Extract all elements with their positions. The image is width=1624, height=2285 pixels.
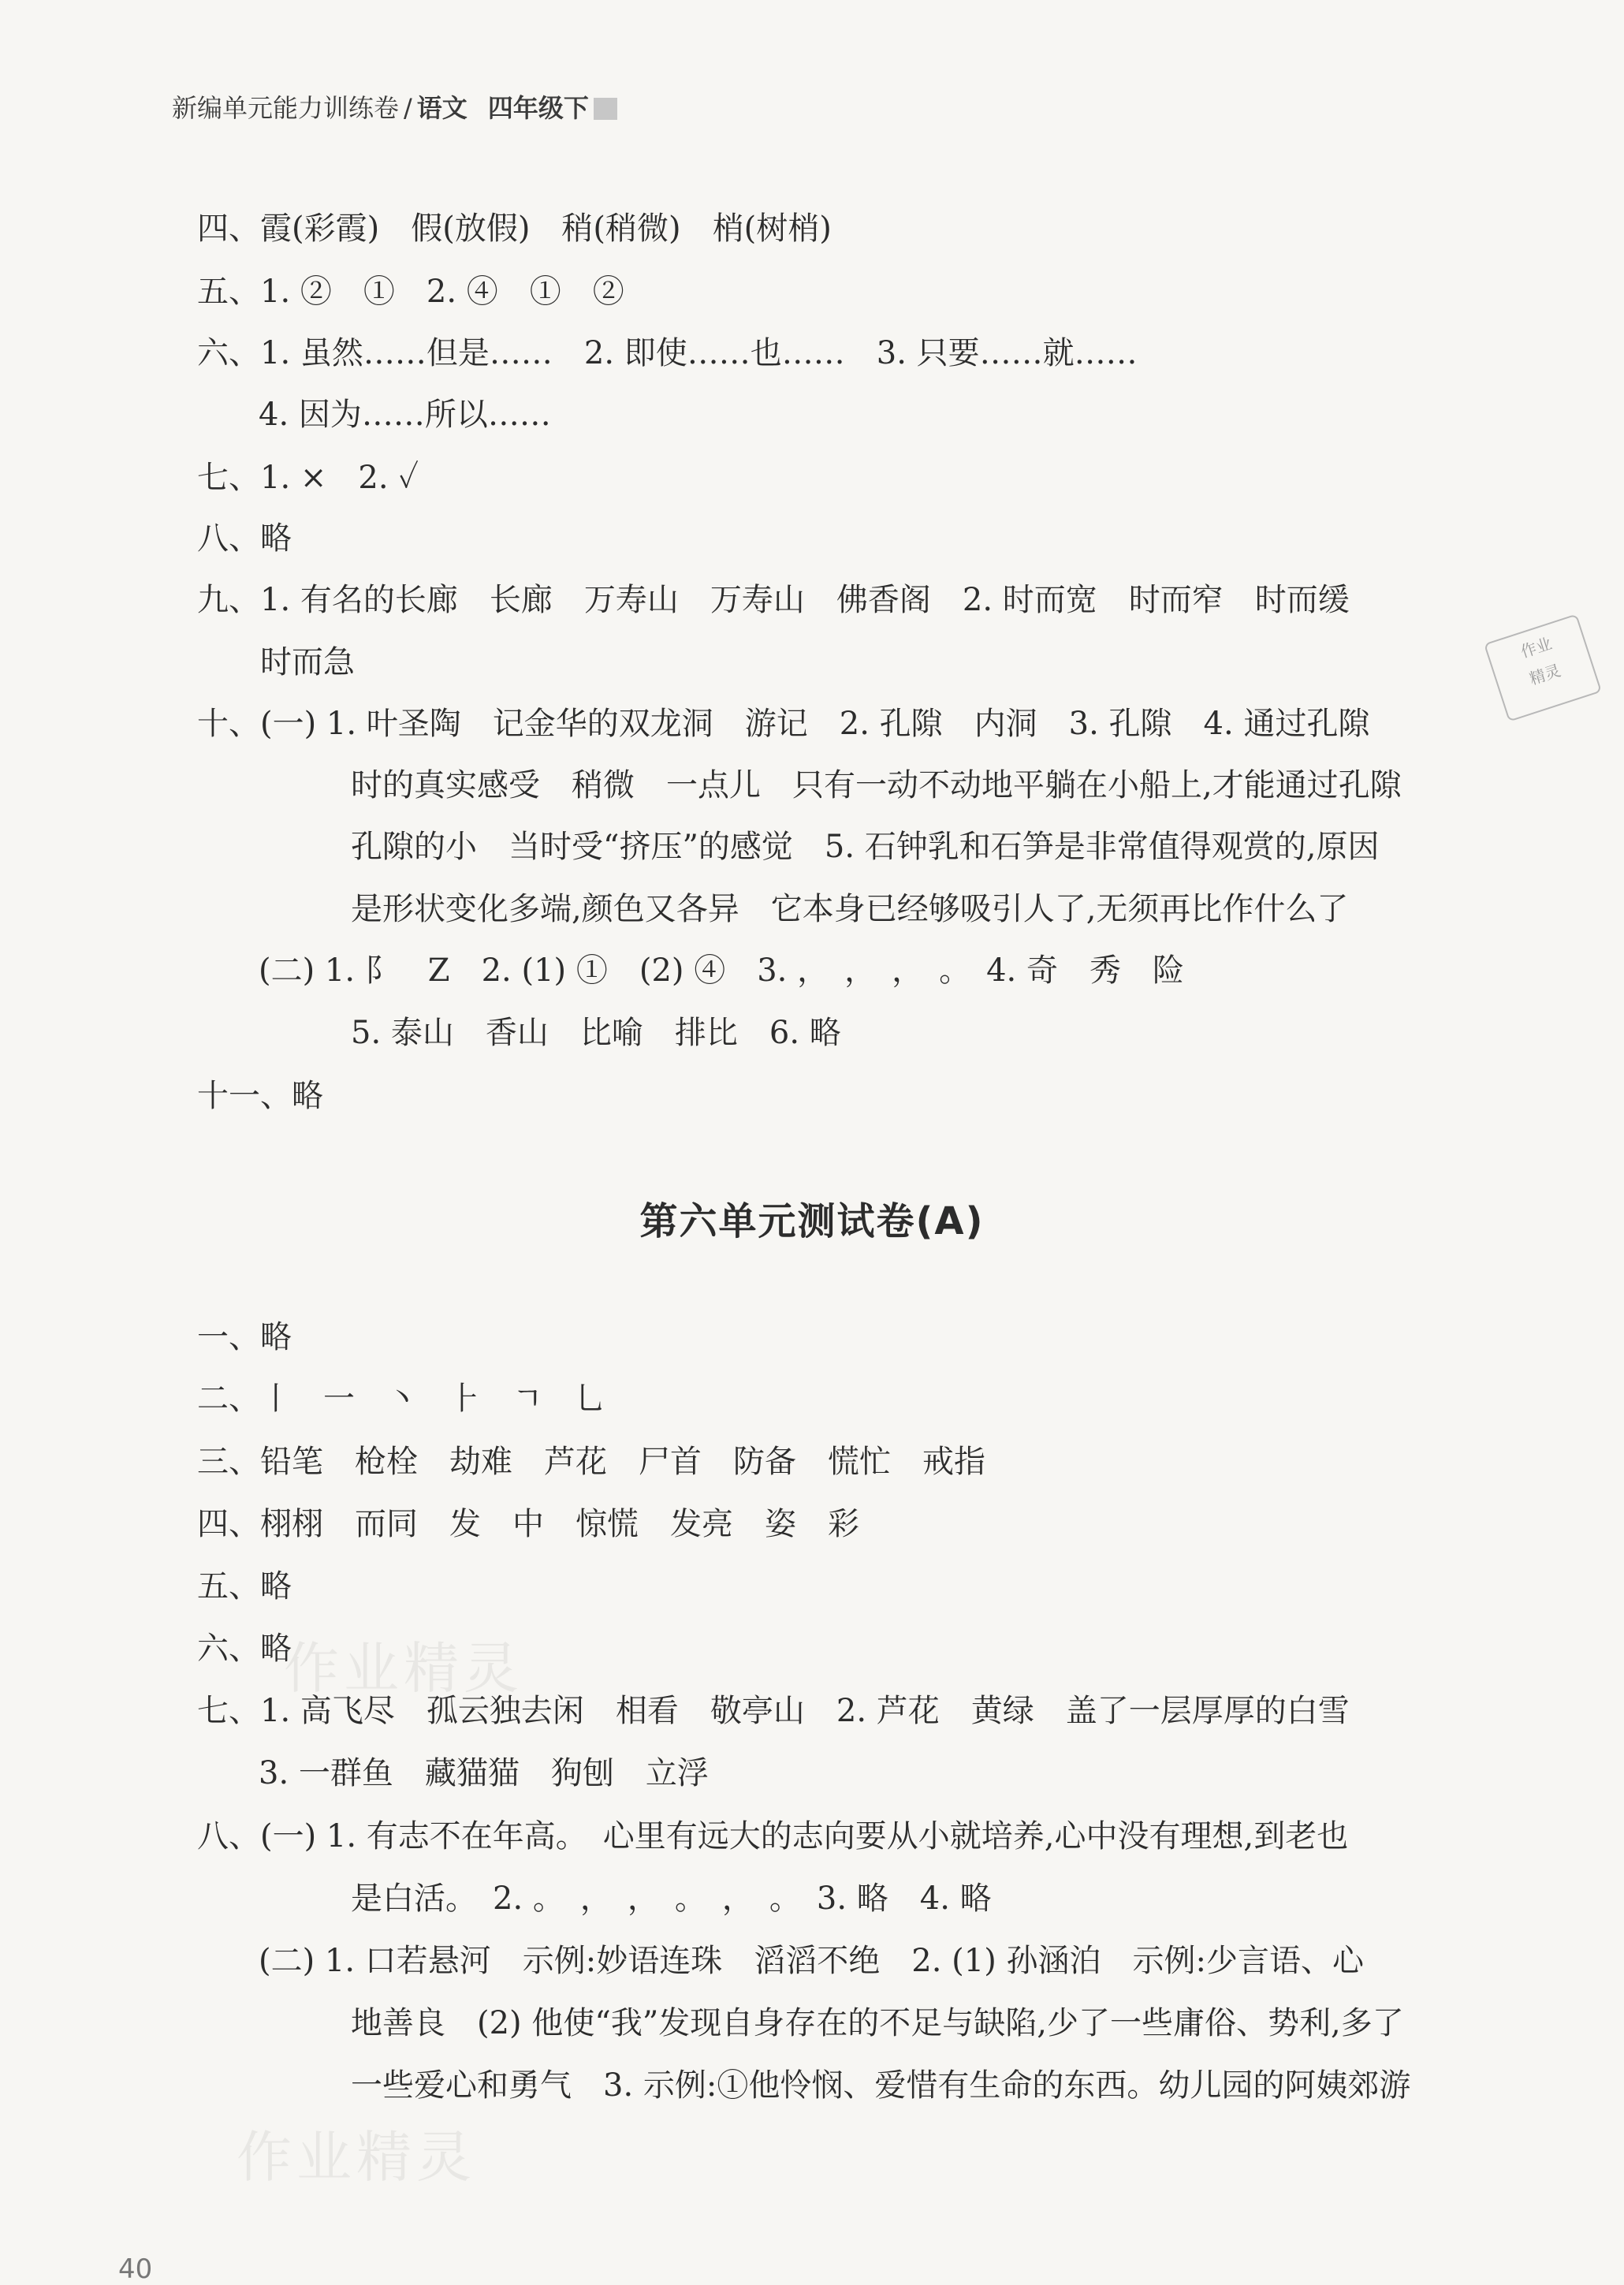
answer-line: (二) 1. 阝 Z 2. (1) ① (2) ④ 3. ， ， ， 。 4. 奇 秀 险 — [259, 952, 1184, 989]
watermark: 作业精灵 — [284, 1636, 523, 1701]
series-title: 新编单元能力训练卷 — [172, 93, 400, 123]
answer-line: 一些爱心和勇气 3. 示例:①他怜悯、爱惜有生命的东西。幼儿园的阿姨郊游 — [351, 2067, 1411, 2104]
answer-line: 是形状变化多端,颜色又各异 它本身已经够吸引人了,无须再比作什么了 — [351, 891, 1349, 927]
answer-line: 九、1. 有名的长廊 长廊 万寿山 万寿山 佛香阁 2. 时而宽 时而窄 时而缓 — [197, 582, 1350, 618]
answer-line: 五、略 — [197, 1568, 292, 1605]
subject-label: 语文 — [416, 93, 467, 123]
answer-line: 七、1. × 2. ✓ — [197, 460, 419, 496]
answer-line: 时的真实感受 稍微 一点儿 只有一动不动地平躺在小船上,才能通过孔隙 — [351, 767, 1402, 803]
answer-line: 八、(一) 1. 有志不在年高。 心里有远大的志向要从小就培养,心中没有理想,到老也 — [197, 1818, 1349, 1854]
answer-line: 十一、略 — [197, 1078, 323, 1114]
answer-line: 六、1. 虽然……但是…… 2. 即使……也…… 3. 只要……就…… — [197, 335, 1138, 371]
answer-line: 二、丨 一 丶 ⺊ ㄱ 乚 — [197, 1381, 606, 1417]
answer-line: 八、略 — [197, 520, 292, 557]
answer-line: 4. 因为……所以…… — [259, 397, 551, 433]
answer-line: 3. 一群鱼 藏猫猫 狗刨 立浮 — [259, 1755, 709, 1791]
answer-line: 5. 泰山 香山 比喻 排比 6. 略 — [351, 1015, 841, 1051]
answer-line: 时而急 — [260, 644, 355, 680]
answer-line: 是白活。 2. 。 ， ， 。 ， 。 3. 略 4. 略 — [351, 1881, 992, 1917]
page-number: 40 — [118, 2253, 153, 2285]
answer-line: 十、(一) 1. 叶圣陶 记金华的双龙洞 游记 2. 孔隙 内洞 3. 孔隙 4. 通过孔隙 — [197, 706, 1370, 742]
grade-label: 四年级下 — [487, 93, 589, 123]
section-title: 第六单元测试卷(A) — [639, 1199, 985, 1243]
answer-line: 孔隙的小 当时受“挤压”的感觉 5. 石钟乳和石笋是非常值得观赏的,原因 — [351, 829, 1380, 865]
answer-line: 七、1. 高飞尽 孤云独去闲 相看 敬亭山 2. 芦花 黄绿 盖了一层厚厚的白雪 — [197, 1693, 1350, 1729]
answer-line: 六、略 — [197, 1631, 292, 1667]
answer-line: 四、栩栩 而同 发 中 惊慌 发亮 姿 彩 — [197, 1506, 859, 1542]
page-header: 新编单元能力训练卷 / 语文 四年级下 — [172, 88, 617, 125]
answer-line: 一、略 — [197, 1319, 292, 1355]
stamp-seal: 作业 精灵 — [1484, 613, 1602, 721]
answer-line: 四、霞(彩霞) 假(放假) 稍(稍微) 梢(树梢) — [197, 211, 832, 247]
answer-line: 地善良 (2) 他使“我”发现自身存在的不足与缺陷,少了一些庸俗、势利,多了 — [351, 2005, 1404, 2041]
watermark: 作业精灵 — [237, 2125, 476, 2190]
answer-line: (二) 1. 口若悬河 示例:妙语连珠 滔滔不绝 2. (1) 孙涵泊 示例:少言语、心 — [259, 1943, 1365, 1979]
answer-line: 三、铅笔 枪栓 劫难 芦花 尸首 防备 慌忙 戒指 — [197, 1444, 985, 1480]
answer-line: 五、1. ② ① 2. ④ ① ② — [197, 274, 624, 310]
header-mark-icon — [594, 98, 617, 120]
